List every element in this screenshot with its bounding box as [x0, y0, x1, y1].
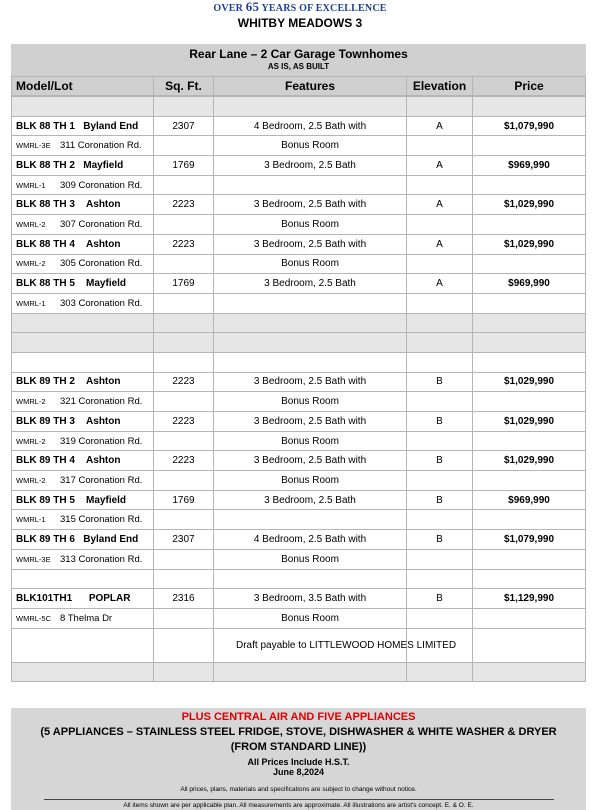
table-row	[12, 608, 586, 628]
sqft-value: 2307	[154, 530, 214, 550]
table-row	[12, 530, 586, 550]
elevation-value: A	[407, 234, 473, 254]
disclaimer-changes: All prices, plans, materials and specifications are subject to change without notice.	[180, 786, 417, 793]
table-row	[12, 195, 586, 215]
tagline-suffix: YEARS OF EXCELLENCE	[261, 3, 387, 14]
plan-code: WMRL-5C	[16, 613, 51, 623]
elevation-value: B	[407, 490, 473, 510]
table-row	[12, 510, 586, 530]
listings-table	[11, 96, 586, 682]
lot-address: 305 Coronation Rd.	[60, 258, 143, 270]
sqft-value: 2223	[154, 451, 214, 471]
lot-number: BLK 88 TH 3	[16, 199, 75, 211]
features-text: 3 Bedroom, 2.5 Bath with	[214, 234, 407, 254]
features-text: Bonus Room	[214, 431, 407, 451]
sqft-value: 2307	[154, 116, 214, 136]
features-text: 3 Bedroom, 2.5 Bath with	[214, 372, 407, 392]
model-name: Byland End	[83, 120, 139, 132]
price-value: $1,079,990	[473, 530, 586, 550]
model-name: Ashton	[86, 415, 121, 427]
lot-address: 315 Coronation Rd.	[60, 514, 143, 526]
features-text: Bonus Room	[214, 471, 407, 491]
model-name: Mayfield	[86, 494, 127, 506]
table-row	[12, 412, 586, 432]
col-header-elevation: Elevation	[407, 77, 473, 96]
table-row	[12, 234, 586, 254]
tagline-number: 65	[245, 0, 260, 14]
col-header-price: Price	[473, 77, 586, 96]
community-name: WHITBY MEADOWS 3	[237, 16, 363, 30]
plan-code: WMRL-1	[16, 180, 46, 190]
lot-address: 311 Coronation Rd.	[60, 140, 142, 152]
elevation-value: B	[407, 451, 473, 471]
features-text: Bonus Room	[214, 136, 407, 156]
lot-address: 313 Coronation Rd.	[60, 553, 143, 565]
plan-code: WMRL-2	[16, 219, 46, 229]
lot-number: BLK101TH1	[16, 593, 73, 605]
price-value: $1,029,990	[473, 195, 586, 215]
table-row	[12, 175, 586, 195]
elevation-value: A	[407, 156, 473, 176]
model-name: Byland End	[83, 533, 139, 545]
plan-code: WMRL-1	[16, 298, 46, 308]
elevation-value: B	[407, 412, 473, 432]
sqft-value: 2316	[154, 589, 214, 609]
sqft-value: 2223	[154, 372, 214, 392]
table-row	[12, 116, 586, 136]
table-row	[12, 549, 586, 569]
features-text: 4 Bedroom, 2.5 Bath with	[214, 530, 407, 550]
lot-address: 317 Coronation Rd.	[60, 474, 143, 486]
lot-number: BLK 89 TH 3	[16, 415, 75, 427]
lot-number: BLK 88 TH 5	[16, 278, 75, 290]
features-text: Bonus Room	[214, 254, 407, 274]
price-sheet	[11, 44, 586, 810]
features-text: 3 Bedroom, 3.5 Bath with	[214, 589, 407, 609]
lot-number: BLK 89 TH 5	[16, 494, 75, 506]
elevation-value: B	[407, 589, 473, 609]
plan-code: WMRL-3E	[16, 141, 51, 151]
sqft-value: 1769	[154, 156, 214, 176]
lot-number: BLK 88 TH 1	[16, 120, 75, 132]
elevation-value: B	[407, 530, 473, 550]
table-row	[12, 254, 586, 274]
payment-note: Draft payable to LITTLEWOOD HOMES LIMITED	[214, 628, 407, 662]
price-value: $969,990	[473, 274, 586, 294]
sqft-value: 1769	[154, 490, 214, 510]
table-row	[12, 628, 586, 662]
section-title: Rear Lane – 2 Car Garage Townhomes	[189, 47, 408, 61]
table-row	[12, 293, 586, 313]
price-value: $1,129,990	[473, 589, 586, 609]
plan-code: WMRL-2	[16, 475, 46, 485]
footer-band	[11, 708, 586, 810]
lot-number: BLK 89 TH 4	[16, 455, 75, 467]
lot-number: BLK 88 TH 4	[16, 238, 75, 250]
promo-headline: PLUS CENTRAL AIR AND FIVE APPLIANCES	[181, 711, 416, 723]
col-header-features: Features	[214, 77, 407, 96]
table-row	[12, 431, 586, 451]
table-row	[12, 392, 586, 412]
model-name: Ashton	[86, 455, 121, 467]
col-header-model-lot: Model/Lot	[12, 77, 154, 96]
model-name: Mayfield	[86, 278, 127, 290]
table-row	[12, 490, 586, 510]
lot-address: 8 Thelma Dr	[60, 612, 113, 624]
table-row	[12, 471, 586, 491]
elevation-value: A	[407, 274, 473, 294]
appliance-list: (5 APPLIANCES – STAINLESS STEEL FRIDGE, STOVE, DISHWASHER & WHITE WASHER & DRYER (FROM STANDARD LINE))	[40, 726, 557, 753]
plan-code: WMRL-2	[16, 259, 46, 269]
price-value: $1,029,990	[473, 412, 586, 432]
section-header-band	[11, 44, 586, 76]
table-row	[12, 589, 586, 609]
table-row	[12, 372, 586, 392]
price-value: $969,990	[473, 156, 586, 176]
price-value: $1,079,990	[473, 116, 586, 136]
elevation-value: B	[407, 372, 473, 392]
lot-address: 307 Coronation Rd.	[60, 218, 143, 230]
price-date: June 8,2024	[272, 767, 325, 777]
sqft-value: 2223	[154, 195, 214, 215]
disclaimer-illustrations: All items shown are per applicable plan. All measurements are approximate. All illustrations are artist's concept. E. & O. E.	[123, 802, 474, 809]
table-row	[12, 274, 586, 294]
lot-address: 309 Coronation Rd.	[60, 179, 143, 191]
features-text: 3 Bedroom, 2.5 Bath	[214, 274, 407, 294]
column-header-row	[11, 76, 586, 96]
table-row	[12, 215, 586, 235]
sqft-value: 2223	[154, 412, 214, 432]
price-value: $969,990	[473, 490, 586, 510]
sqft-value: 2223	[154, 234, 214, 254]
lot-address: 321 Coronation Rd.	[60, 396, 143, 408]
table-row	[12, 156, 586, 176]
model-name: Ashton	[86, 199, 121, 211]
table-row	[12, 451, 586, 471]
features-text: 3 Bedroom, 2.5 Bath with	[214, 412, 407, 432]
price-value: $1,029,990	[473, 372, 586, 392]
model-name: Ashton	[86, 238, 121, 250]
lot-address: 303 Coronation Rd.	[60, 297, 143, 309]
table-row	[12, 136, 586, 156]
features-text: 3 Bedroom, 2.5 Bath with	[214, 195, 407, 215]
lot-number: BLK 89 TH 6	[16, 533, 75, 545]
footer-divider	[44, 799, 554, 800]
elevation-value: A	[407, 116, 473, 136]
elevation-value: A	[407, 195, 473, 215]
features-text: Bonus Room	[214, 549, 407, 569]
price-value: $1,029,990	[473, 451, 586, 471]
features-text: 3 Bedroom, 2.5 Bath with	[214, 451, 407, 471]
plan-code: WMRL-3E	[16, 554, 51, 564]
section-subtitle: AS IS, AS BUILT	[267, 62, 330, 71]
features-text: Bonus Room	[214, 608, 407, 628]
model-name: POPLAR	[88, 593, 131, 605]
model-name: Mayfield	[83, 159, 124, 171]
sqft-value: 1769	[154, 274, 214, 294]
lot-number: BLK 89 TH 2	[16, 376, 75, 388]
col-header-sqft: Sq. Ft.	[154, 77, 214, 96]
features-text: 4 Bedroom, 2.5 Bath with	[214, 116, 407, 136]
model-name: Ashton	[86, 376, 121, 388]
plan-code: WMRL-2	[16, 436, 46, 446]
lot-number: BLK 88 TH 2	[16, 159, 75, 171]
hst-note: All Prices Include H.S.T.	[247, 757, 350, 767]
features-text: Bonus Room	[214, 215, 407, 235]
tagline-prefix: OVER	[213, 3, 244, 14]
plan-code: WMRL-1	[16, 515, 46, 525]
builder-tagline	[0, 0, 600, 16]
price-value: $1,029,990	[473, 234, 586, 254]
plan-code: WMRL-2	[16, 397, 46, 407]
features-text: 3 Bedroom, 2.5 Bath	[214, 156, 407, 176]
features-text: Bonus Room	[214, 392, 407, 412]
lot-address: 319 Coronation Rd.	[60, 435, 143, 447]
features-text: 3 Bedroom, 2.5 Bath	[214, 490, 407, 510]
